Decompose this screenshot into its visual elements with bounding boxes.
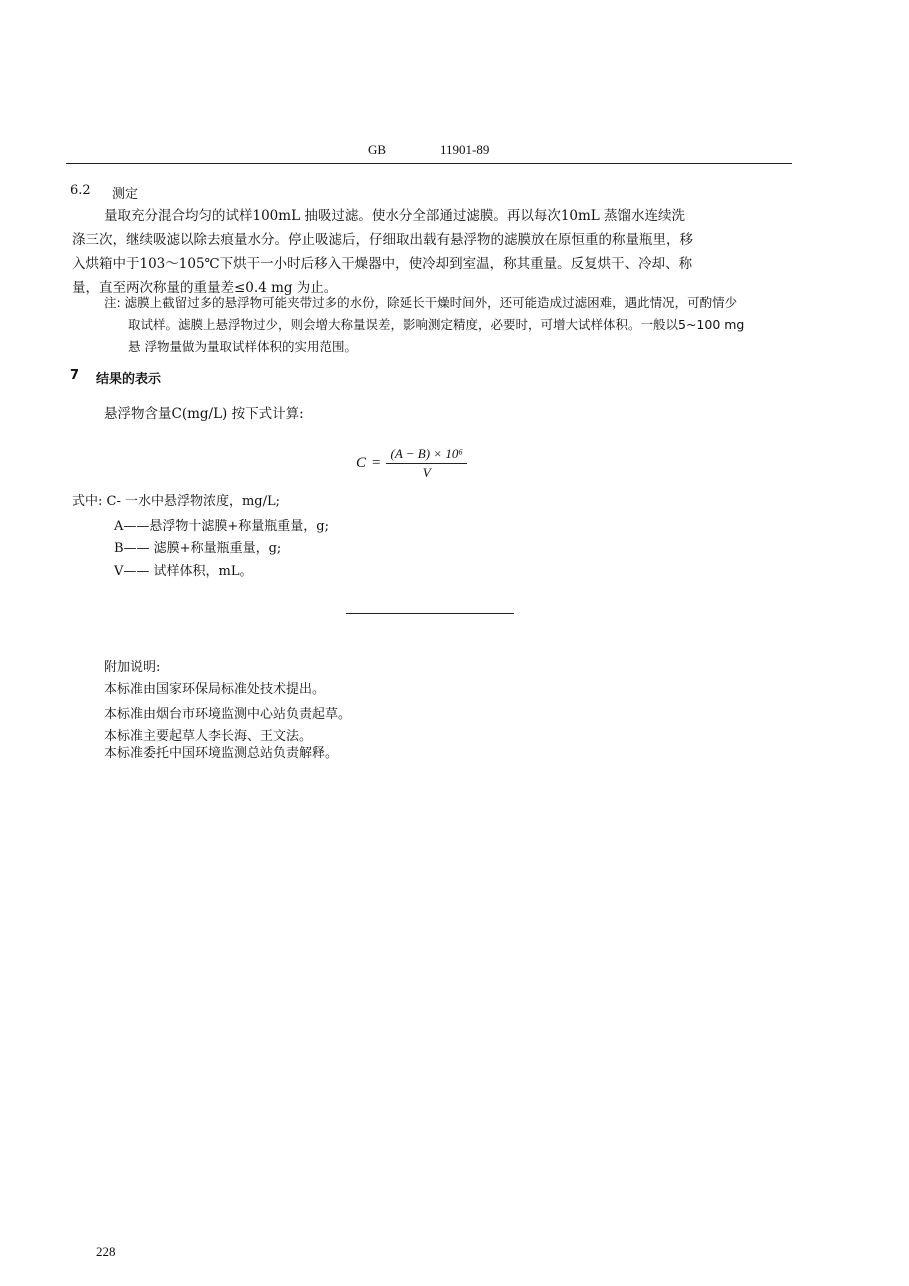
section-7-number: 7 [70, 368, 80, 383]
appendix-line: 本标准由国家环保局标准处技术提出。 [104, 682, 326, 697]
result-formula [356, 446, 467, 481]
appendix-heading: 附加说明: [104, 660, 161, 675]
section-6-2-body [72, 204, 792, 300]
standard-code: GB [368, 142, 387, 157]
formula-numerator: (A − B) × 10⁶ [386, 446, 466, 464]
formula-intro: 悬浮物含量C(mg/L) 按下式计算: [104, 406, 304, 422]
body-line: 量取充分混合均匀的试样100mL 抽吸过滤。使水分全部通过滤膜。再以每次10mL 蒸馏水连续洗 [104, 208, 686, 224]
section-6-2-title: 测定 [112, 187, 139, 202]
header-rule [66, 163, 792, 164]
definition-v: V—— 试样体积，mL。 [114, 564, 253, 579]
formula-fraction [386, 446, 466, 481]
page-number: 228 [96, 1244, 116, 1259]
formula-equals: = [372, 455, 381, 471]
section-6-2-note [104, 292, 794, 358]
formula-denominator: V [422, 465, 431, 480]
appendix-line: 本标准由烟台市环境监测中心站负责起草。 [104, 707, 352, 722]
note-line: 取试样。滤膜上悬浮物过少，则会增大称量误差，影响测定精度，必要时，可增大试样体积。一般以5~100 mg [128, 317, 745, 332]
note-line: 悬 浮物量做为量取试样体积的实用范围。 [128, 339, 357, 354]
definition-b: B—— 滤膜+称量瓶重量，g; [114, 541, 282, 556]
definition-c: 式中: C- 一水中悬浮物浓度，mg/L; [72, 494, 281, 509]
body-line: 涤三次，继续吸滤以除去痕量水分。停止吸滤后，仔细取出载有悬浮物的滤膜放在原恒重的称量瓶里，移 [72, 232, 693, 248]
body-line: 量，直至两次称量的重量差≤0.4 mg 为止。 [72, 280, 338, 296]
body-line: 入烘箱中于103～105℃下烘干一小时后移入干燥器中，使冷却到室温，称其重量。反复烘干、冷却、称 [72, 256, 693, 272]
definition-a: A——悬浮物十滤膜+称量瓶重量，g; [114, 519, 329, 534]
formula-lhs: C [356, 455, 367, 471]
appendix-line: 本标准主要起草人李长海、王文法。 [104, 729, 313, 744]
appendix-line: 本标准委托中国环境监测总站负责解释。 [104, 746, 339, 761]
section-7-title: 结果的表示 [96, 372, 162, 387]
end-rule [346, 613, 514, 614]
section-6-2-number: 6.2 [70, 183, 91, 198]
standard-number: 11901-89 [440, 142, 490, 157]
note-line: 注: 滤膜上截留过多的悬浮物可能夹带过多的水份，除延长干燥时间外，还可能造成过滤困难，遇此情况，可酌情少 [104, 295, 738, 310]
